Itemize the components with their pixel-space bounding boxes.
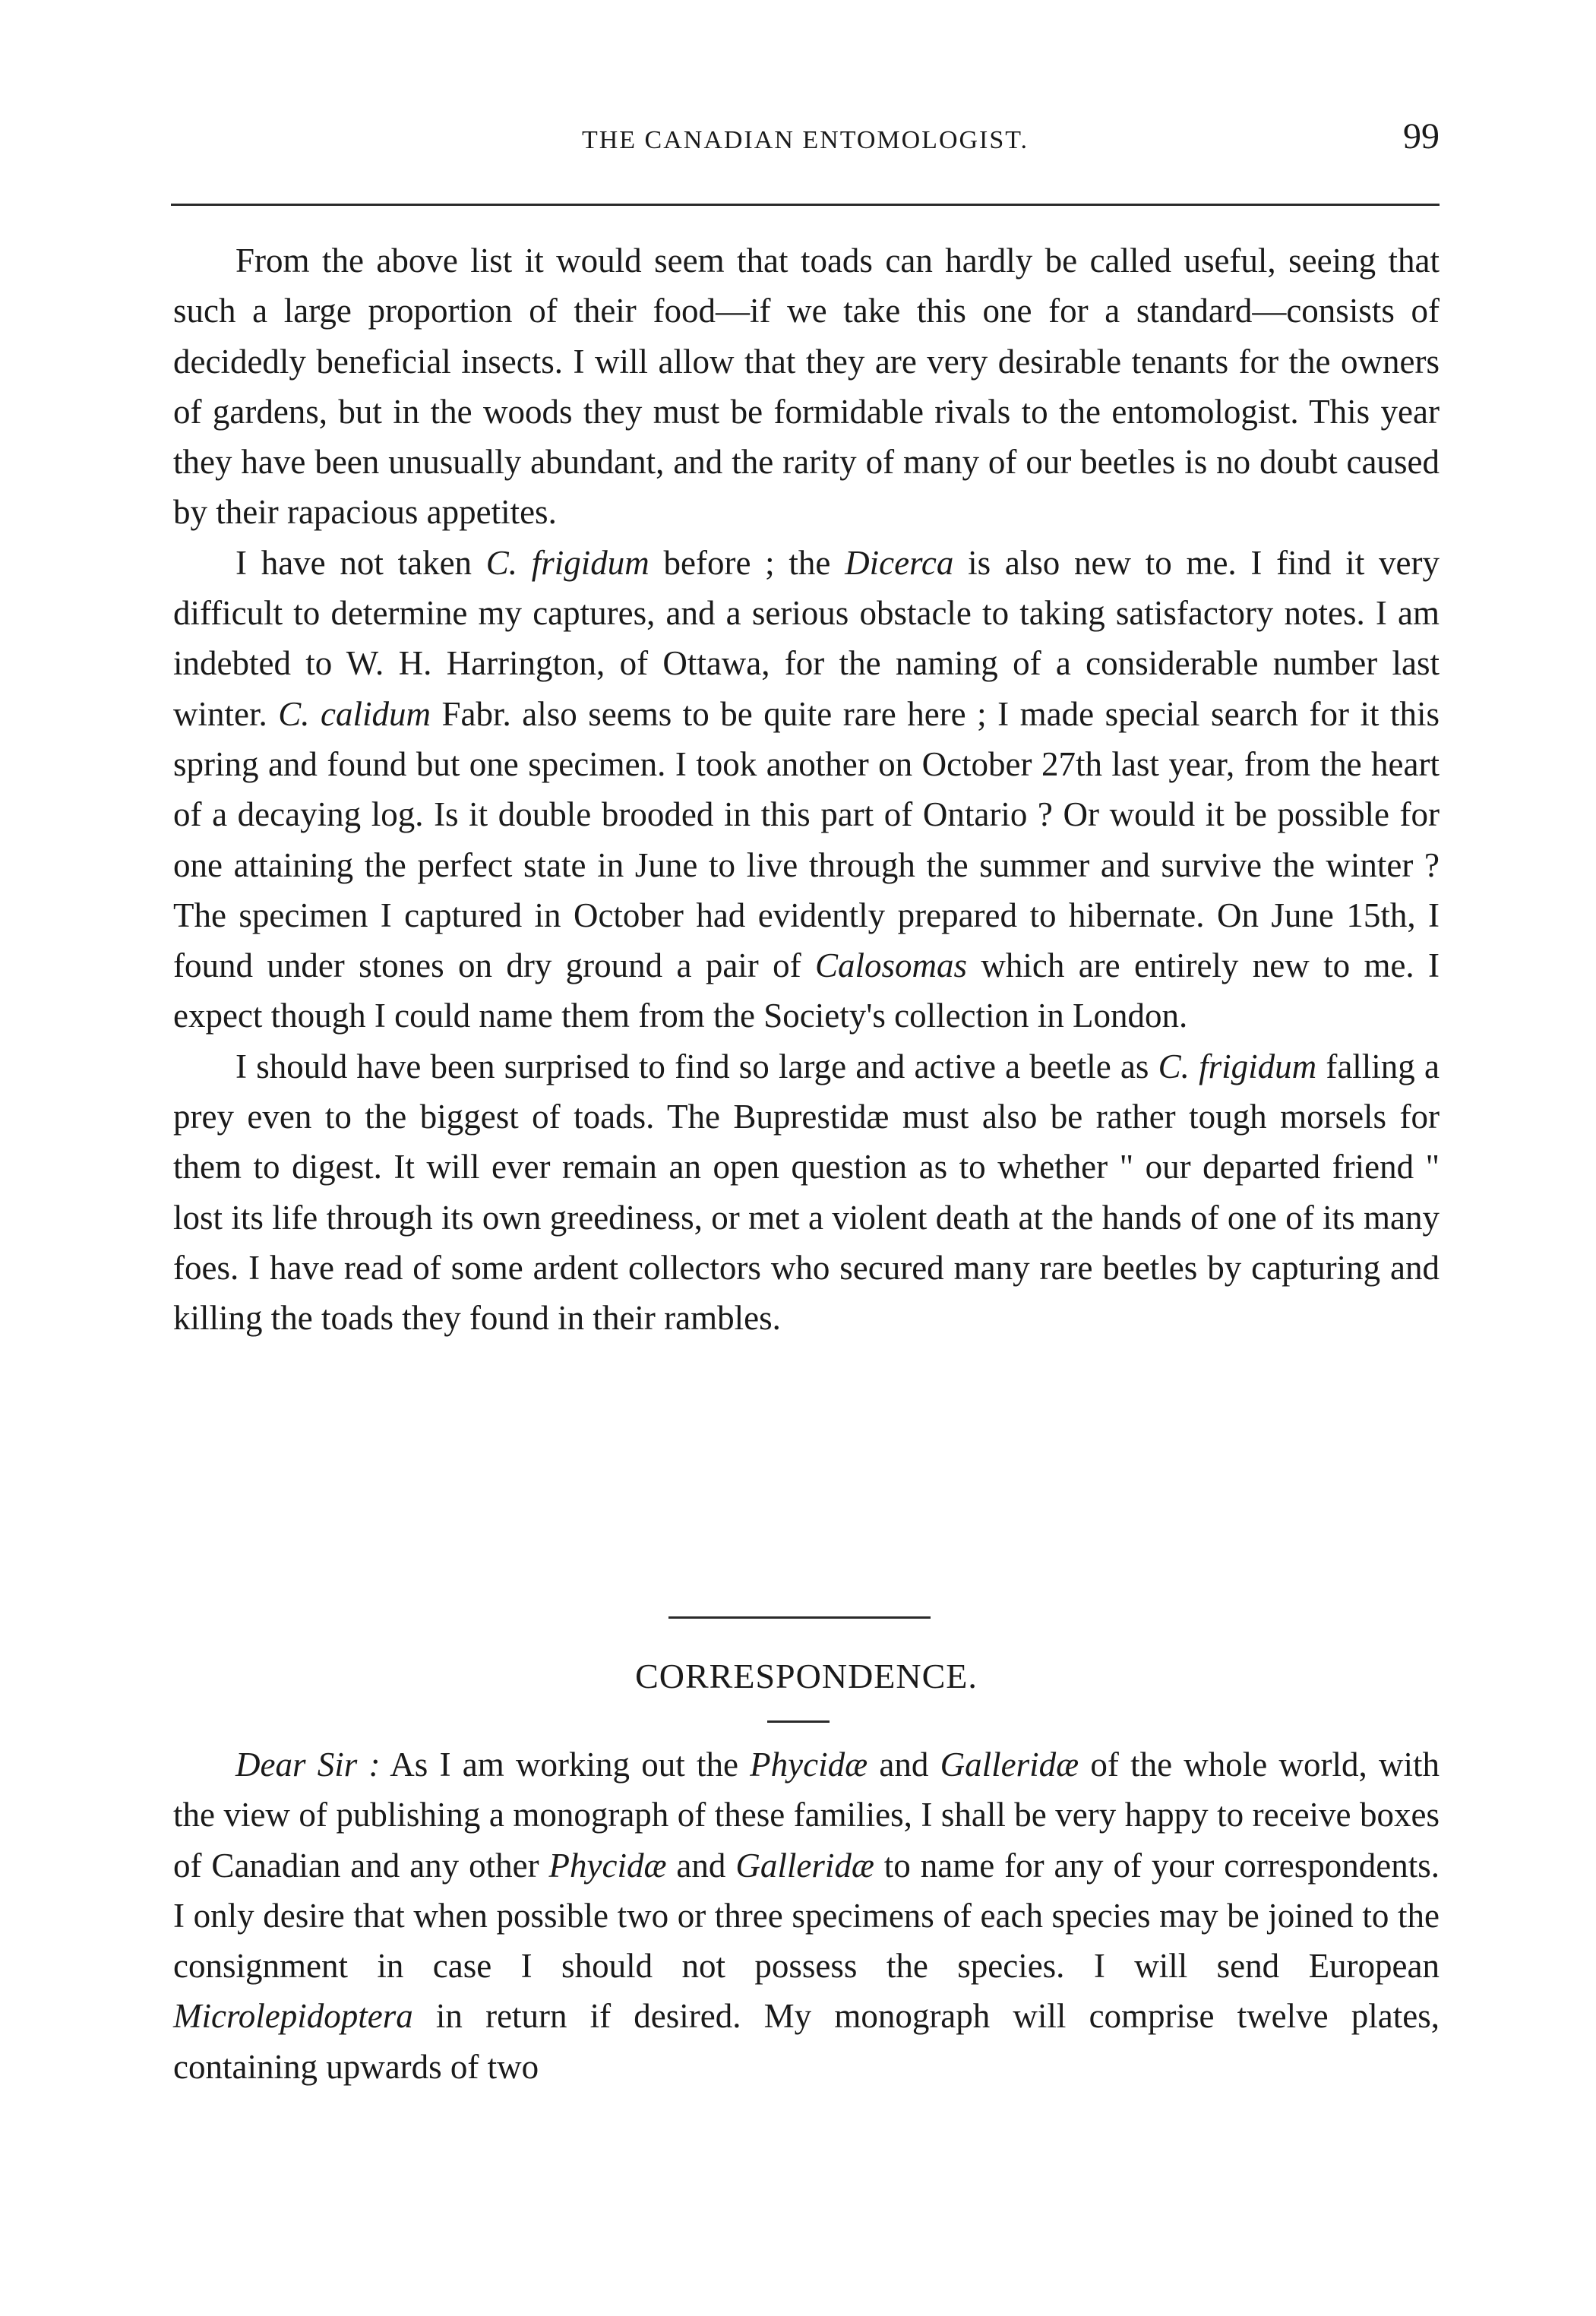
text-run: As I am working out the bbox=[380, 1746, 751, 1784]
article-body bbox=[173, 235, 1440, 1344]
text-run: to name for any of your correspondents. I only desire that when possible two or three specimens of each species may be joined to the consignment in case I should not possess the species. I will send European bbox=[173, 1846, 1440, 1986]
genus-name: Calosomas bbox=[814, 946, 968, 985]
paragraph-2 bbox=[173, 538, 1440, 1041]
text-run: Fabr. also seems to be quite rare here ; I made special search for it this spring and found but one specimen. I took another on October 27th last year, from the heart of a decaying log. Is it double brooded in this part of Ontario ? Or would it be possible for one attaining the perfect state in June to live through the summer and survive the winter ? The specimen I captured in October had evidently prepared to hibernate. On June 15th, I found under stones on dry ground a pair of bbox=[173, 694, 1440, 985]
header-rule bbox=[171, 204, 1440, 206]
letter-paragraph bbox=[173, 1739, 1440, 2092]
species-name: C. calidum bbox=[278, 694, 431, 733]
paragraph-3 bbox=[173, 1041, 1440, 1344]
section-title: CORRESPONDENCE. bbox=[635, 1657, 978, 1695]
text-run: is also new to me. I find it very difficult to determine my captures, and a serious obstacle to taking satisfactory notes. I am indebted to W. H. Harrington, of Ottawa, for the naming of a considerable number last winter. bbox=[173, 543, 1440, 733]
text-run: and bbox=[868, 1746, 940, 1784]
title-underline bbox=[767, 1720, 830, 1723]
section-divider bbox=[668, 1616, 931, 1619]
text-run: which are entirely new to me. I expect though I could name them from the Society's collection in London. bbox=[173, 946, 1440, 1035]
species-name: C. frigidum bbox=[1158, 1047, 1317, 1085]
page-header bbox=[171, 116, 1440, 173]
genus-name: Dicerca bbox=[845, 543, 954, 582]
running-title: THE CANADIAN ENTOMOLOGIST. bbox=[581, 126, 1029, 154]
family-name: Phycidæ bbox=[548, 1846, 667, 1885]
correspondence-body bbox=[173, 1739, 1440, 2092]
text-run: I should have been surprised to find so large and active a beetle as bbox=[235, 1047, 1158, 1085]
text-run: in return if desired. My monograph will comprise twelve plates, containing upwards of two bbox=[173, 1997, 1440, 2086]
text-run: of the whole world, with the view of publishing a monograph of these families, I shall be very happy to receive boxes of Canadian and any other bbox=[173, 1746, 1440, 1885]
text-run: falling a prey even to the biggest of toads. The Buprestidæ must also be rather tough morsels for them to digest. It will ever remain an open question as to whether " our departed friend " lost its life through its own greediness, or met a violent death at the hands of one of its many foes. I have read of some ardent collectors who secured many rare beetles by capturing and killing the toads they found in their rambles. bbox=[173, 1047, 1440, 1338]
text-run: before ; the bbox=[649, 543, 845, 582]
family-name: Galleridæ bbox=[735, 1846, 874, 1885]
family-name: Galleridæ bbox=[940, 1746, 1079, 1784]
text-run: and bbox=[666, 1846, 736, 1885]
text-run: I have not taken bbox=[235, 543, 486, 582]
taxon-name: Microlepidoptera bbox=[173, 1997, 413, 2036]
page-number: 99 bbox=[1403, 116, 1440, 156]
paragraph-1: From the above list it would seem that toads can hardly be called useful, seeing that such a large proportion of their food—if we take this one for a standard—consists of decidedly beneficial insects. I will allow that they are very desirable tenants for the owners of gardens, but in the woods they must be formidable rivals to the entomologist. This year they have been unusually abundant, and the rarity of many of our beetles is no doubt caused by their rapacious appetites. bbox=[173, 242, 1440, 532]
salutation: Dear Sir : bbox=[235, 1746, 381, 1784]
family-name: Phycidæ bbox=[750, 1746, 868, 1784]
species-name: C. frigidum bbox=[485, 543, 649, 582]
